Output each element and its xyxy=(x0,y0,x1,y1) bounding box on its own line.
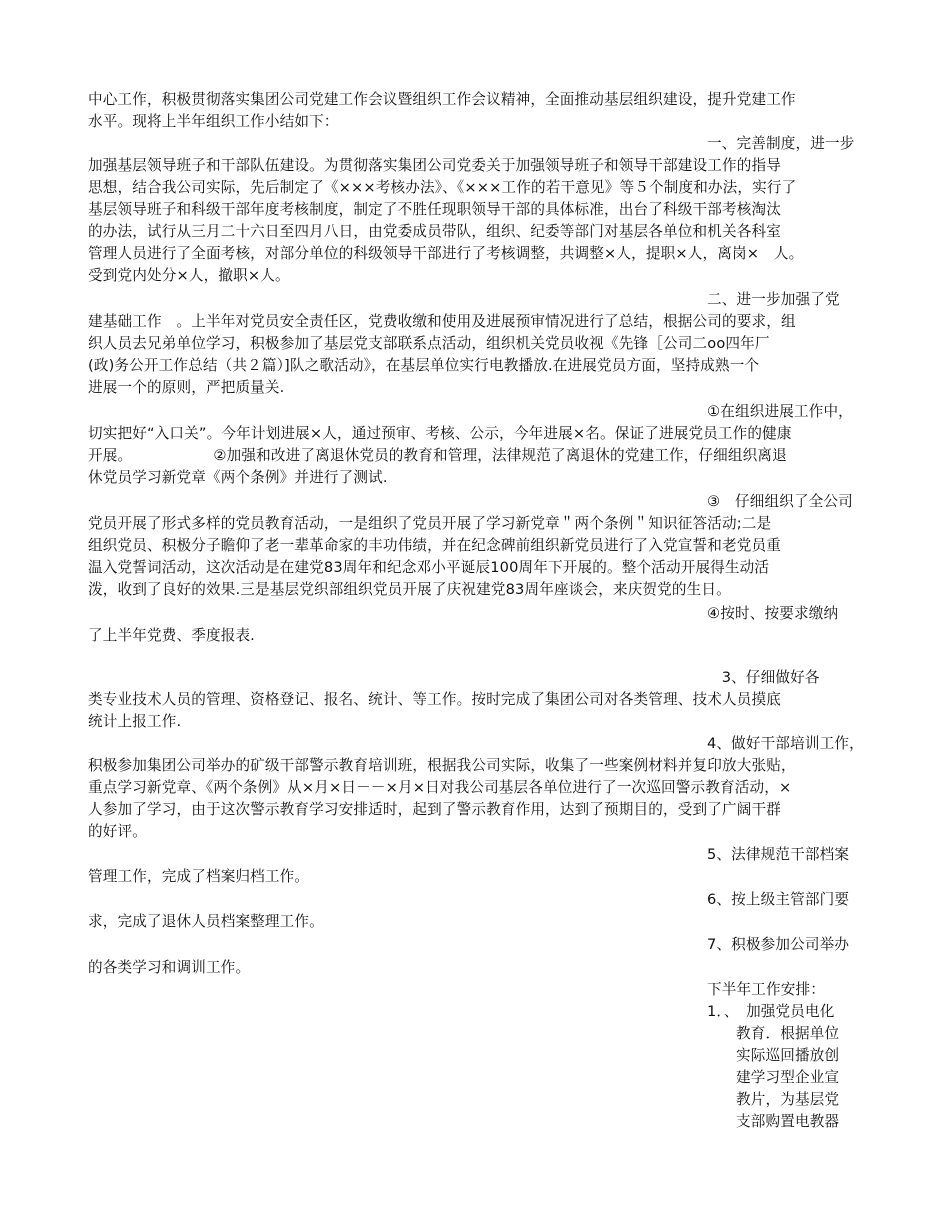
text-line: 教片，为基层党 xyxy=(736,1091,840,1108)
text-line: 思想，结合我公司实际，先后制定了《×××考核办法》、《×××工作的若干意见》等５个制度和办法，实行了 xyxy=(88,179,797,196)
text-line: 5、法律规范干部档案 xyxy=(707,846,850,863)
text-line: 管理工作，完成了档案归档工作。 xyxy=(88,868,310,885)
text-line: ①在组织进展工作中， xyxy=(707,403,853,420)
text-line: 织人员去兄弟单位学习，积极参加了基层党支部联系点活动，组织机关党员收视《先锋［公司二oo四年厂 xyxy=(88,335,770,352)
text-line: (政)务公开工作总结（共２篇）]队之歌活动》，在基层单位实行电教播放.在进展党员方面，坚持成熟一个 xyxy=(88,357,760,374)
text-line: 1．、 加强党员电化 xyxy=(707,1003,835,1020)
text-line: 管理人员进行了全面考核，对部分单位的科级领导干部进行了考核调整，共调整×人，提职×人，离岗× 人。 xyxy=(88,245,804,262)
text-line: 了上半年党费、季度报表. xyxy=(88,627,255,644)
text-line: 建学习型企业宣 xyxy=(736,1069,840,1086)
text-line: 类专业技术人员的管理、资格登记、报名、统计、等工作。按时完成了集团公司对各类管理、技术人员摸底 xyxy=(88,691,781,708)
text-line: 实际巡回播放创 xyxy=(736,1047,840,1064)
text-line: 一、完善制度，进一步 xyxy=(707,135,855,152)
text-line: 二、进一步加强了党 xyxy=(707,291,840,308)
text-line: 组织党员、积极分子瞻仰了老一辈革命家的丰功伟绩，并在纪念碑前组织新党员进行了入党宣誓和老党员重 xyxy=(88,537,781,554)
text-line: 加强基层领导班子和干部队伍建设。为贯彻落实集团公司党委关于加强领导班子和领导干部建设工作的指导 xyxy=(88,157,781,174)
text-line: 4、做好干部培训工作， xyxy=(707,735,864,752)
text-line: 人参加了学习，由于这次警示教育学习安排适时，起到了警示教育作用，达到了预期目的，受到了广阔干群 xyxy=(88,801,781,818)
text-line: 6、按上级主管部门要 xyxy=(707,891,850,908)
text-line: 7、积极参加公司举办 xyxy=(707,936,850,953)
text-line: 基层领导班子和科级干部年度考核制度，制定了不胜任现职领导干部的具体标准，出台了科级干部考核淘汰 xyxy=(88,201,781,218)
text-line: 水平。现将上半年组织工作小结如下： xyxy=(88,113,339,130)
text-line: 3、仔细做好各 xyxy=(707,669,820,686)
text-line: 党员开展了形式多样的党员教育活动，一是组织了党员开展了学习新党章＂两个条例＂知识征答活动;二是 xyxy=(88,515,772,532)
text-line: 的办法，试行从三月二十六日至四月八日，由党委成员带队，组织、纪委等部门对基层各单位和机关各科室 xyxy=(88,223,781,240)
text-line: 教育．根据单位 xyxy=(736,1025,840,1042)
text-line: 的好评。 xyxy=(88,823,147,840)
text-line: 开展。 ②加强和改进了离退休党员的教育和管理，法律规范了离退休的党建工作，仔细组织离退 xyxy=(88,447,787,464)
text-line: 进展一个的原则，严把质量关. xyxy=(88,379,285,396)
text-line: 受到党内处分×人，撤职×人。 xyxy=(88,267,290,284)
text-line: 支部购置电教器 xyxy=(736,1113,840,1130)
text-line: 温入党誓词活动，这次活动是在建党83周年和纪念邓小平诞辰100周年下开展的。整个活动开展得生动活 xyxy=(88,559,770,576)
text-line: ④按时、按要求缴纳 xyxy=(707,605,839,622)
text-line: 中心工作，积极贯彻落实集团公司党建工作会议暨组织工作会议精神，全面推动基层组织建设，提升党建工作 xyxy=(88,91,796,108)
text-line: 建基础工作 。上半年对党员安全责任区，党费收缴和使用及进展预审情况进行了总结，根据公司的要求，组 xyxy=(88,313,796,330)
text-line: 切实把好“入口关”。今年计划进展×人，通过预审、考核、公示，今年进展×名。保证了进展党员工作的健康 xyxy=(88,425,792,442)
text-line: 泼，收到了良好的效果.三是基层党织部组织党员开展了庆祝建党83周年座谈会，来庆贺党的生日。 xyxy=(88,581,731,598)
text-line: 统计上报工作. xyxy=(88,713,182,730)
text-line: 休党员学习新党章《两个条例》并进行了测试. xyxy=(88,469,388,486)
text-line: ③ 仔细组织了全公司 xyxy=(707,493,853,510)
text-line: 下半年工作安排： xyxy=(707,981,825,998)
text-line: 积极参加集团公司举办的矿级干部警示教育培训班，根据我公司实际，收集了一些案例材料并复印放大张贴， xyxy=(88,757,796,774)
text-line: 求，完成了退休人员档案整理工作。 xyxy=(88,913,324,930)
text-line: 的各类学习和调训工作。 xyxy=(88,959,251,976)
text-line: 重点学习新党章、《两个条例》从×月×日－－×月×日对我公司基层各单位进行了一次巡回警示教育活动，× xyxy=(88,779,792,796)
